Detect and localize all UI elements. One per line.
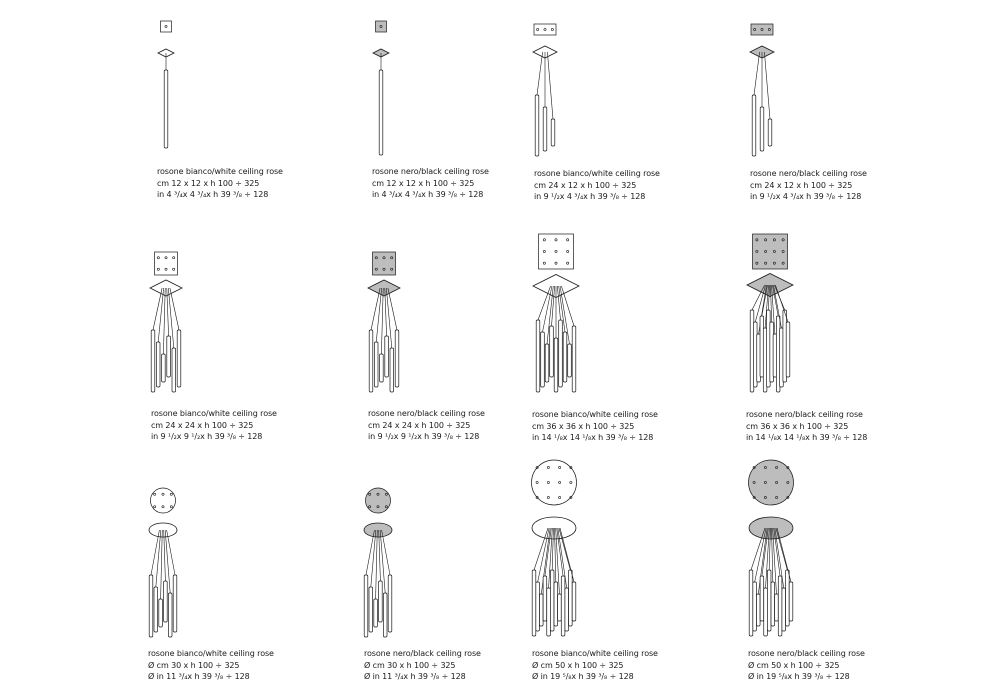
pendant-tube	[767, 570, 771, 631]
caption-in: in 14 ¹/₈x 14 ¹/₈x h 39 ³/₈ ÷ 128	[532, 433, 654, 442]
caption-type: rosone bianco/white ceiling rose	[532, 410, 658, 419]
caption-in: in 9 ¹/₂x 9 ¹/₂x h 39 ³/₈ ÷ 128	[151, 432, 263, 441]
caption-cm: cm 24 x 12 x h 100 ÷ 325	[750, 180, 853, 190]
caption-in: Ø in 11 ³/₄x h 39 ³/₈ ÷ 128	[364, 672, 466, 681]
pendant-tube	[749, 570, 753, 636]
pendant-tube	[778, 576, 782, 636]
caption-type: rosone bianco/white ceiling rose	[151, 409, 277, 418]
caption-type: rosone nero/black ceiling rose	[372, 167, 489, 176]
caption-type: rosone bianco/white ceiling rose	[148, 649, 274, 658]
pendant-tube	[775, 594, 779, 621]
caption-in: in 9 ¹/₂x 9 ¹/₂x h 39 ³/₈ ÷ 128	[368, 432, 480, 441]
canopy-icon	[749, 517, 793, 539]
pendant-tube	[756, 594, 760, 626]
caption-cm: cm 24 x 12 x h 100 ÷ 325	[534, 180, 637, 190]
caption-type: rosone bianco/white ceiling rose	[532, 649, 658, 658]
pendant-tube	[753, 582, 757, 631]
caption-cm: Ø cm 50 x h 100 ÷ 325	[532, 660, 624, 670]
caption-type: rosone bianco/white ceiling rose	[534, 169, 660, 178]
caption-type: rosone nero/black ceiling rose	[748, 649, 865, 658]
caption-cm: cm 36 x 36 x h 100 ÷ 325	[746, 421, 849, 431]
caption-type: rosone nero/black ceiling rose	[750, 169, 867, 178]
caption-type: rosone bianco/white ceiling rose	[157, 167, 283, 176]
caption-cm: cm 12 x 12 x h 100 ÷ 325	[372, 178, 475, 188]
caption-type: rosone nero/black ceiling rose	[746, 410, 863, 419]
caption-cm: cm 12 x 12 x h 100 ÷ 325	[157, 178, 260, 188]
caption-in: in 4 ³/₄x 4 ³/₄x h 39 ³/₈ ÷ 128	[157, 190, 269, 199]
pendant-tube	[771, 582, 775, 626]
caption-cm: Ø cm 50 x h 100 ÷ 325	[748, 660, 840, 670]
caption-in: Ø in 19 ⁵/₈x h 39 ³/₈ ÷ 128	[748, 672, 850, 681]
caption-in: in 9 ¹/₂x 4 ³/₄x h 39 ³/₈ ÷ 128	[534, 192, 646, 201]
pendant-tube	[764, 588, 768, 636]
caption-cm: cm 24 x 24 x h 100 ÷ 325	[368, 420, 471, 430]
caption-in: Ø in 19 ⁵/₈x h 39 ³/₈ ÷ 128	[532, 672, 634, 681]
caption-in: in 14 ¹/₈x 14 ¹/₈x h 39 ³/₈ ÷ 128	[746, 433, 868, 442]
caption-cm: Ø cm 30 x h 100 ÷ 325	[148, 660, 240, 670]
caption-in: Ø in 11 ³/₄x h 39 ³/₈ ÷ 128	[148, 672, 250, 681]
caption-type: rosone nero/black ceiling rose	[364, 649, 481, 658]
pendant-tube	[782, 588, 786, 631]
caption	[748, 648, 865, 683]
caption-type: rosone nero/black ceiling rose	[368, 409, 485, 418]
caption-cm: cm 36 x 36 x h 100 ÷ 325	[532, 421, 635, 431]
caption-in: in 4 ³/₄x 4 ³/₄x h 39 ³/₈ ÷ 128	[372, 190, 484, 199]
pendant-tube	[786, 570, 790, 626]
pendant-tube	[789, 582, 793, 621]
caption-cm: Ø cm 30 x h 100 ÷ 325	[364, 660, 456, 670]
pendant-tube	[760, 576, 764, 621]
caption-cm: cm 24 x 24 x h 100 ÷ 325	[151, 420, 254, 430]
caption-in: in 9 ¹/₂x 4 ³/₄x h 39 ³/₈ ÷ 128	[750, 192, 862, 201]
